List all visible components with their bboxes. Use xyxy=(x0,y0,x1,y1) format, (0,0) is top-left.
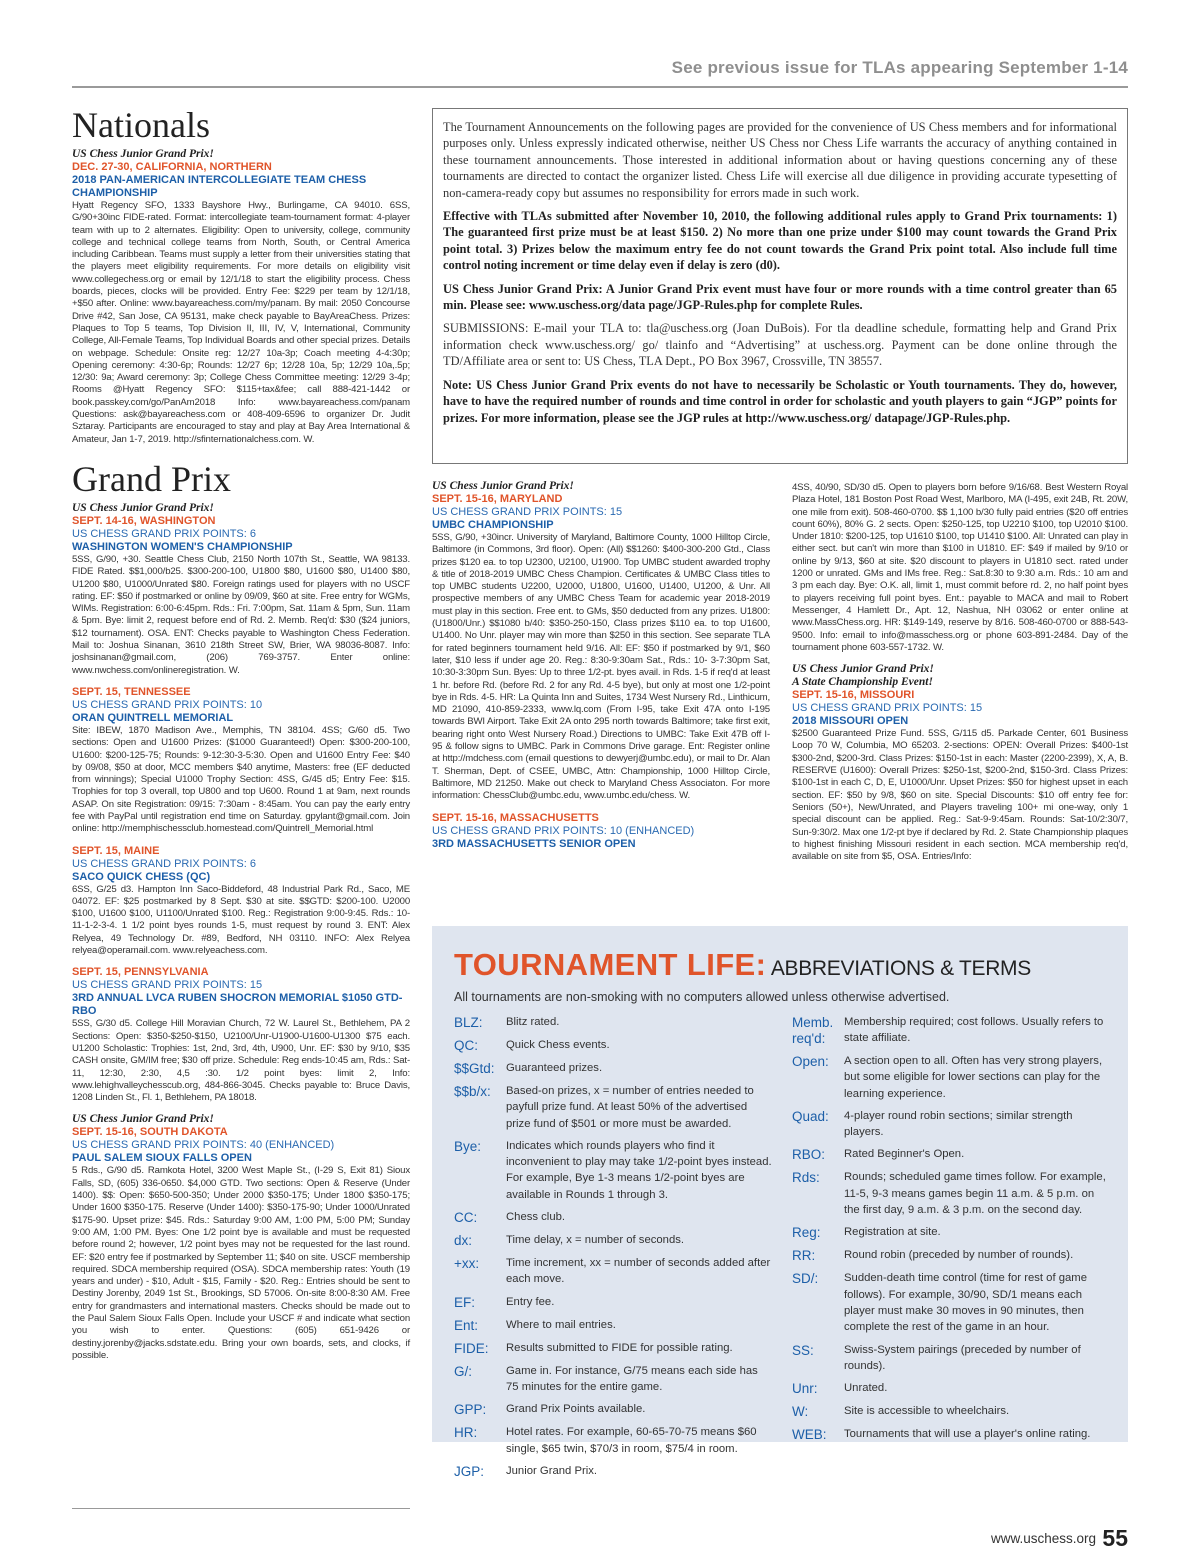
abbreviation-term xyxy=(792,1342,1110,1375)
abbreviation-code: $$Gtd: xyxy=(454,1061,495,1076)
abbreviation-definition: A section open to all. Often has very strong players, but some eligible for lower sections can play for the learning experience. xyxy=(844,1055,1103,1100)
abbreviation-term xyxy=(792,1403,1110,1420)
footer-url: www.uschess.org xyxy=(990,1531,1096,1546)
abbreviation-definition: Membership required; cost follows. Usually refers to state affiliate. xyxy=(844,1016,1104,1045)
abbreviation-definition: Rounds; scheduled game times follow. For example, 11-5, 9-3 means games begin 11 a.m. & 5 p.m. on the first day, 9 a.m. & 3 p.m. on the second day. xyxy=(844,1171,1106,1217)
abbreviation-definition: Blitz rated. xyxy=(506,1016,560,1028)
abbreviation-code: BLZ: xyxy=(454,1015,483,1030)
abbreviation-term xyxy=(454,1209,772,1226)
abbreviation-definition: Where to mail entries. xyxy=(506,1318,616,1331)
abbreviation-definition: Site is accessible to wheelchairs. xyxy=(844,1405,1010,1418)
abbreviation-column-left xyxy=(454,1014,772,1486)
entry-name: ORAN QUINTRELL MEMORIAL xyxy=(72,711,234,724)
abbreviation-code: Bye: xyxy=(454,1138,482,1154)
entry-date: SEPT. 15-16, MASSACHUSETTS xyxy=(432,811,599,824)
abbreviation-code: GPP: xyxy=(454,1402,487,1418)
entry-body: $2500 Guaranteed Prize Fund. 5SS, G/115 d5. Parkade Center, 601 Business Loop 70 W, Columbia, MO 65203. 2-sections: OPEN: Overall Prizes: $400-1st $300-2nd, $200-3rd. Class Prizes: $150-1st in each: Master (2200-2399), X, A, B. RESERVE (U1600): Overall Prizes: $250-1st, $200-2nd, $150-3rd. Class Prizes: $100-1st in each C, D, E, U1000/Unr. Upset Prizes: $50 for highest upset in each section. EF: $50 by 9/8, $60 on site. Special Discounts: $10 off entry fee for: Seniors (50+), New/Unrated, and Players traveling 100+ mi one-way, only 1 special discount can be applied. Reg.: Sat-9-9:45am. Rounds: Sat-10/2:30/7, Sun-9:30/2. Max one 1/2-pt bye if declared by Rd. 2. State Championship plaques to highest finishing Missouri resident in each section. MCA membership req'd, available on site from $5, OSA. Entries/Info: xyxy=(792,728,1128,863)
abbreviation-code: G/: xyxy=(454,1363,473,1379)
abbreviation-term xyxy=(792,1146,1110,1163)
tla-entry xyxy=(432,480,770,803)
abbreviation-definition: Junior Grand Prix. xyxy=(506,1464,598,1477)
tournament-life-title-main: TOURNAMENT LIFE: xyxy=(454,947,767,982)
abbreviation-code: RR: xyxy=(792,1248,816,1264)
entry-body: Hyatt Regency SFO, 1333 Bayshore Hwy., Burlingame, CA 94010. 6SS, G/90+30inc FIDE-rated. Format: intercollegiate team-tournament format: 4-player team with up to 2 alternates. Eligibility: Open to university, college, community college and technical college teams from North, South, or Central America including Caribbean. Teams must supply a letter from their universities stating that the players meet eligibility requirements. For more details on eligibility visit www.collegechess.org or email by 12/1/18 to start the eligibility process. Chess boards, pieces, clocks will be provided. Entry Fee: $229 per team by 12/1/18, +$50 after. Online: www.bayareachess.com/my/panam. By mail: 2050 Concourse Drive #42, San Jose, CA 95131, make check payable to BayAreaChess. Prizes: Plaques to Top 5 teams, Top Division II, III, IV, V, International, Community College, All-Female Teams, Top Individual Boards and other special prizes. Details on webpage. Schedule: Onsite reg: 12/27 10a-3p; Coach meeting 4-4:30p; Opening ceremony: 4:30-6p; Rounds: 12/27 6p; 12/28 10a, 5p; 12/29 10a,.5p; 12/30: 9a; Award ceremony: 3p; College Chess Committee meeting: 12/29 3-4p; Rooms @Hyatt Regency SFO: $115+tax&fee; call 888-421-1442 or book.passkey.com/go/PanAm2018 Info: www.bayareachess.com/panam Questions: ask@bayareachess.com or 408-409-6596 to organizer Dr. Judit Sztaray. Participants are encouraged to stay and play at Bay Area International & Amateur, Jan 1-7, 2019. http://sfinternationalchess.com. W. xyxy=(72,200,410,445)
entry-body: 5 Rds., G/90 d5. Ramkota Hotel, 3200 West Maple St., (I-29 S, Exit 81) Sioux Falls, SD, (605) 336-0650. $4,000 GTD. Two sections: Open & Reserve (Under 1400). $$: Open: $650-500-350; Under 2000 $350-175; Under 1800 $350-175; Under 1600 $350-175. Reserve (Under 1400): $350-175-90; Under 1000/Unrated $175-90. Upset prize: $45. Rds.: Saturday 9:00 AM, 1:00 PM, 5:00 PM; Sunday 9:00 AM, 1:00 PM. Byes: One 1/2 point bye is available and must be requested before round 2; however, 1/2 point byes may not be requested for the last round. EF: $20 entry fee if postmarked by September 11; $40 on site. USCF membership required. SDCA membership required (OSA). SDCA membership rates: Youth (19 years and under) - $10, Adult - $15, Family - $20. Reg.: Entries should be sent to Destiny Jorenby, 2049 1st St., Brookings, SD 57006. On-site 8:00-8:30 AM. Free entry for grandmasters and international masters. Checks should be made out to the Paul Salem Sioux Falls Open. Include your USCF # and indicate what section you wish to enter. Questions: (605) 651-9426 or destiny.jorenby@jacks.sdstate.edu. Bring your own boards, sets, and clocks, if possible. xyxy=(72,1165,410,1361)
middle-column xyxy=(432,480,770,860)
abbreviation-code: FIDE: xyxy=(454,1340,489,1356)
tla-entry xyxy=(792,663,1128,863)
abbreviation-code: SD/: xyxy=(792,1271,819,1287)
entry-date: SEPT. 15-16, SOUTH DAKOTA xyxy=(72,1126,228,1139)
entry-date: SEPT. 15, PENNSYLVANIA xyxy=(72,966,209,979)
entry-name: 3RD MASSACHUSETTS SENIOR OPEN xyxy=(432,837,636,850)
tournament-life-box xyxy=(432,926,1128,1479)
abbreviation-code: RBO: xyxy=(792,1147,826,1163)
abbreviation-code: Open: xyxy=(792,1054,829,1069)
jgp-label: US Chess Junior Grand Prix! xyxy=(792,663,934,676)
entry-name: PAUL SALEM SIOUX FALLS OPEN xyxy=(72,1152,252,1165)
tla-entry xyxy=(72,686,410,836)
jgp-label: US Chess Junior Grand Prix! xyxy=(72,148,214,160)
abbreviation-term xyxy=(454,1232,772,1249)
tournament-life-title xyxy=(454,948,1106,988)
entry-name: WASHINGTON WOMEN'S CHAMPIONSHIP xyxy=(72,540,293,553)
abbreviation-term xyxy=(792,1053,1110,1102)
entry-name: UMBC CHAMPIONSHIP xyxy=(432,519,554,531)
entry-gpp: US CHESS GRAND PRIX POINTS: 10 (ENHANCED) xyxy=(432,824,695,837)
abbreviation-code: W: xyxy=(792,1404,809,1420)
header-note: See previous issue for TLAs appearing September 1-14 xyxy=(671,58,1128,77)
abbreviation-code: Memb. req'd: xyxy=(792,1015,834,1046)
abbreviation-code: dx: xyxy=(454,1233,473,1249)
entry-gpp: US CHESS GRAND PRIX POINTS: 15 xyxy=(72,979,263,992)
abbreviation-term xyxy=(454,1138,772,1203)
abbreviation-code: $$b/x: xyxy=(454,1084,491,1099)
abbreviation-term xyxy=(454,1083,772,1132)
abbreviation-term xyxy=(454,1401,772,1418)
abbreviation-definition: Quick Chess events. xyxy=(506,1039,610,1051)
tla-entry xyxy=(72,502,410,677)
notice-disclaimer: The Tournament Announcements on the following pages are provided for the convenience of US Chess members and for informational purposes only. Unless expressly indicated otherwise, neither US Chess nor Chess Life warrants the accuracy of anything contained in these tournament announcements. Those interested in additional information about or having questions concerning any of these tournaments are directed to contact the organizer listed. Chess Life will exercise all due diligence in providing accurate typesetting of non-camera-ready copy but assumes no responsibility for errors made in such work. xyxy=(443,120,1117,200)
entry-name: SACO QUICK CHESS (QC) xyxy=(72,870,211,883)
abbreviation-term xyxy=(792,1247,1110,1264)
entry-date: SEPT. 15, MAINE xyxy=(72,844,160,857)
entry-name: 3RD ANNUAL LVCA RUBEN SHOCRON MEMORIAL $1050 GTD-RBO xyxy=(72,992,403,1018)
abbreviation-term xyxy=(792,1169,1110,1218)
abbreviation-term xyxy=(454,1037,772,1054)
abbreviation-code: Unr: xyxy=(792,1381,818,1397)
header-rule xyxy=(72,86,1128,88)
jgp-label: US Chess Junior Grand Prix! xyxy=(432,480,574,492)
abbreviation-code: HR: xyxy=(454,1425,478,1441)
abbreviation-term xyxy=(454,1340,772,1357)
abbreviation-code: SS: xyxy=(792,1342,814,1358)
abbreviation-definition: 4-player round robin sections; similar strength players. xyxy=(844,1109,1073,1139)
column-end-rule xyxy=(72,1508,410,1509)
abbreviation-term xyxy=(792,1380,1110,1397)
right-column xyxy=(792,482,1128,872)
abbreviation-term xyxy=(792,1224,1110,1241)
entry-name: 2018 PAN-AMERICAN INTERCOLLEGIATE TEAM CHESS CHAMPIONSHIP xyxy=(72,174,367,199)
entry-date: SEPT. 15, TENNESSEE xyxy=(72,685,191,698)
abbreviation-definition: Tournaments that will use a player's online rating. xyxy=(844,1428,1091,1441)
abbreviation-term xyxy=(792,1270,1110,1335)
abbreviation-term xyxy=(454,1317,772,1334)
abbreviation-code: Rds: xyxy=(792,1170,820,1186)
entry-body: 5SS, G/90, +30incr. University of Maryland, Baltimore County, 1000 Hilltop Circle, Baltimore (in Commons, 3rd floor). Open: (All) $$1260: $400-300-200 Gtd., Class prizes $120 ea. to top U2300, U2100, U1900. Top UMBC student awarded trophy & title of 2018-2019 UMBC Chess Champion. Certificates & UMBC Class titles to top UMBC students U2200, U2000, U1800, U1600, U1400, U1200, & Unr. All prospective members of any UMBC Chess Team for academic year 2018-2019 must play in this section. Free ent. to GMs, $50 deducted from any prizes. U1800: (U1800/Unr.) $$1080 b/40: $350-250-150, Class prizes $110 ea. to top U1600, U1400. No Unr. player may win more than $250 in this section. See separate TLA for rated beginners tournament held 9/16. All: EF: $50 if postmarked by 9/1, $60 later, $10 less if under age 20. Reg.: 8:30-9:30am Sat., Rds.: 10- 3-7:30pm Sat, 10:30-3:30pm Sun. Byes: Up to three 1/2-pt. byes avail. in Rds. 1-5 if req'd at least 1 hr. before Rd. (before Rd. 2 for any Rd. 4-5 bye), but only at most one 1/2-point bye in Rds. 4-5. HR: La Quinta Inn and Suites, 1734 West Nursery Rd., Linthicum, MD 21090, 410-859-2333, www.lq.com (From I-95, take Exit 47A onto I-195 towards BWI Airport. Take Exit 2A onto 295 north towards Baltimore; take first exit, bearing right onto West Nursery Road.) Directions to UMBC: Take Exit 47B off I- 95 & follow signs to UMBC. Park in Commons Drive garage. Ent: Register online at http://mdchess.com (email questions to dewyerj@umbc.edu), or mail to Dr. Alan T. Sherman, Dept. of CSEE, UMBC, Attn: Championship, 1000 Hilltop Circle, Baltimore, MD 21250. Make out check to Maryland Chess Associaton. For more information: ChessClub@umbc.edu, www.umbc.edu/chess. W. xyxy=(432,532,770,802)
entry-gpp: US CHESS GRAND PRIX POINTS: 10 xyxy=(72,698,263,711)
left-column xyxy=(72,106,410,1371)
abbreviation-term xyxy=(454,1424,772,1457)
abbreviation-term xyxy=(792,1014,1110,1047)
state-championship-label: A State Championship Event! xyxy=(792,676,933,689)
tla-entry xyxy=(432,812,770,851)
abbreviation-column-right xyxy=(792,1014,1110,1449)
abbreviation-code: Quad: xyxy=(792,1108,829,1124)
abbreviation-code: WEB: xyxy=(792,1427,827,1443)
abbreviation-term xyxy=(792,1108,1110,1141)
abbreviation-definition: Grand Prix Points available. xyxy=(506,1403,646,1416)
abbreviation-code: Reg: xyxy=(792,1225,821,1241)
abbreviation-code: QC: xyxy=(454,1038,479,1053)
tla-entry xyxy=(72,1113,410,1362)
abbreviation-term xyxy=(454,1363,772,1396)
jgp-label: US Chess Junior Grand Prix! xyxy=(72,1113,214,1126)
abbreviation-definition: Unrated. xyxy=(844,1382,888,1395)
abbreviation-definition: Time increment, xx = number of seconds added after each move. xyxy=(506,1257,771,1286)
entry-gpp: US CHESS GRAND PRIX POINTS: 40 (ENHANCED) xyxy=(72,1139,335,1152)
entry-gpp: US CHESS GRAND PRIX POINTS: 15 xyxy=(792,702,983,715)
abbreviation-code: EF: xyxy=(454,1294,476,1310)
tla-entry xyxy=(72,845,410,958)
nationals-title: Nationals xyxy=(72,105,210,145)
entry-body: Site: IBEW, 1870 Madison Ave., Memphis, TN 38104. 4SS; G/60 d5. Two sections: Open and U1600 Prizes: ($1000 Guaranteed!) Open: $300-200-100, U1600: $200-125-75; Rounds: 9-12:30-3-5:30. Open and U1600 Entry Fee: $40 by 09/08, $50 at door, MCC members $40 anytime, Masters: free (EF deducted from winnings); Special U1000 Trophy Section: 4SS, G/45 d5; Entry Fee: $15. Trophies for top 3 overall, top U800 and top U600. Round 1 at 9am, next rounds ASAP. On site Registration: 09/15: 7:30am - 8:45am. You can pay the early entry fee with PayPal until registration end time on Saturday. gpylant@gmail.com. Join online: http://memphischessclub.homestead.com/Quintrell_Memorial.html xyxy=(72,724,410,835)
tournament-life-title-rest: ABBREVIATIONS & TERMS xyxy=(770,957,1031,980)
page-number: 55 xyxy=(1102,1525,1128,1551)
abbreviation-code: +xx: xyxy=(454,1256,480,1272)
jgp-label: US Chess Junior Grand Prix! xyxy=(72,501,214,514)
abbreviation-definition: Registration at site. xyxy=(844,1226,941,1239)
entry-gpp: US CHESS GRAND PRIX POINTS: 15 xyxy=(432,506,623,518)
abbreviation-definition: Results submitted to FIDE for possible rating. xyxy=(506,1341,733,1354)
abbreviation-definition: Hotel rates. For example, 60-65-70-75 means $60 single, $65 twin, $70/3 in room, $75/4 in room. xyxy=(506,1426,757,1455)
entry-name: 2018 MISSOURI OPEN xyxy=(792,715,909,728)
notice-jgp-rules: US Chess Junior Grand Prix: A Junior Grand Prix event must have four or more rounds with a time control greater than 65 min. Please see: www.uschess.org/data page/JGP-Rules.php for complete Rules. xyxy=(443,281,1117,313)
notice-submissions: SUBMISSIONS: E-mail your TLA to: tla@uschess.org (Joan DuBois). For tla deadline schedule, formatting help and Grand Prix information check www.uschess.org/ go/ tlainfo and “Advertising” at uschess.org. Payment can be done online through the TD/Affiliate area or sent to: US Chess, TLA Dept., PO Box 3967, Crossville, TN 38557. xyxy=(443,321,1117,369)
abbreviation-definition: Time delay, x = number of seconds. xyxy=(506,1234,685,1247)
grandprix-title: Grand Prix xyxy=(72,458,231,499)
notice-jgp-note: Note: US Chess Junior Grand Prix events do not have to necessarily be Scholastic or Youth tournaments. They do, however, have to have the required number of rounds and time control in order for scholastic and youth players to gain “JGP” points for prizes. For more information, please see the JGP rules at http://www.uschess.org/ datapage/JGP-Rules.php. xyxy=(443,377,1117,425)
notice-grandprix-rules: Effective with TLAs submitted after November 10, 2010, the following additional rules apply to Grand Prix tournaments: 1) The guaranteed first prize must be at least $150. 2) No more than one prize under $100 may count towards the Grand Prix point total. 3) Prizes below the maximum entry fee do not count towards the Grand Prix point total. Also include full time control noting increment or time delay even if delay is zero (d0). xyxy=(443,209,1117,273)
entry-date: SEPT. 15-16, MARYLAND xyxy=(432,493,563,505)
entry-body: 5SS, G/90, +30. Seattle Chess Club, 2150 North 107th St., Seattle, WA 98133. FIDE Rated. $$1,000/b25. $300-200-100, U1800 $80, U1600 $80, U1400 $80, U1200 $80, U1000/Unrated $80. Foreign ratings used for players with no USCF rating. EF: $50 if postmarked or online by 09/09, $60 at site. Free entry for WGMs, WIMs. Registration: 6:00-6:45pm. Rds.: Fri. 7:00pm, Sat. 11am & 5pm, Sun. 11am & 5pm. Bye: limit 2, request before end of Rd. 2. Memb. Req'd: $30 ($24 juniors, $12 tournament). OSA. ENT: Checks payable to Washington Chess Federation. Mail to: Joshua Sinanan, 3610 218th Street SW, Brier, WA 98036-8087. Info: joshsinanan@gmail.com, (206) 769-3757. Enter online: www.nwchess.com/onlineregistration. W. xyxy=(72,553,410,676)
abbreviation-definition: Guaranteed prizes. xyxy=(506,1062,603,1074)
abbreviation-definition: Round robin (preceded by number of rounds). xyxy=(844,1249,1074,1262)
abbreviation-definition: Sudden-death time control (time for rest of game follows). For example, 30/90, SD/1 means each player must make 30 moves in 90 minutes, then complete the rest of the game in an hour. xyxy=(844,1272,1087,1334)
abbreviation-term xyxy=(792,1426,1110,1443)
entry-body: 6SS, G/25 d3. Hampton Inn Saco-Biddeford, 48 Industrial Park Rd., Saco, ME 04072. EF: $25 postmarked by 8 Sept. $30 at site. $$GTD: $200-100. U2000 $100, U1600 $100, U1100/Unrated $100. Reg.: Registration 9:00-9:45. Rds.: 10-11-1-2-3-4. 1 1/2 point byes rounds 1-5, must request by round 3. ENT: Alex Relyea, 49 Technology Dr. #89, Bedford, NH 03110. INFO: Alex Relyea relyea@operamail.com. www.relyeachess.com. xyxy=(72,883,410,957)
abbreviation-definition: Entry fee. xyxy=(506,1295,555,1308)
abbreviation-term xyxy=(454,1060,772,1077)
abbreviation-definition: Game in. For instance, G/75 means each side has 75 minutes for the entire game. xyxy=(506,1364,758,1393)
tla-entry xyxy=(72,148,410,446)
entry-date: SEPT. 14-16, WASHINGTON xyxy=(72,514,216,527)
entry-body-continued: 4SS, 40/90, SD/30 d5. Open to players born before 9/16/68. Best Western Royal Plaza Hotel, 181 Boston Post Road West, Marlboro, MA (I-495, exit 24B, Rt. 20W, one mile from exit). 508-460-0700. $$ 1,100 b/30 fully paid entries ($20 off entries count 60%), 80% G. 2 sects. Open: $250-125, top U2210 $100, top U2010 $100. Under 1810: $200-125, top U1610 $100, top U1410 $100. All: Unrated can play in either sect. but can't win more than $100 in U1810. EF: $49 if mailed by 9/10 or online by 9/13, $60 at site. $20 discount to players in U1810 sect. rated under 1200 or unrated. GMs and IMs free. Reg.: Sat.8:30 to 9:30 a.m. Rds.: 10 am and 3 pm each day. Bye: O.K. all, limit 1, must commit before rd. 2, no half point byes to players receiving full point byes. Ent.: payable to MACA and mail to Robert Messenger, 4 Hamlett Dr., Apt. 12, Nashua, NH 03062 or enter online at www.MassChess.org. HR: $149-149, reserve by 8/16. 508-460-0700 or 888-543-9500. Info: email to info@masschess.org or phone 603-891-2484. Day of the tournament phone 603-557-1732. W. xyxy=(792,482,1128,653)
abbreviation-definition: Indicates which rounds players who find it inconvenient to play may take 1/2-point byes instead. For example, Bye 1-3 means 1/2-point byes are available in Rounds 1 through 3. xyxy=(506,1139,772,1201)
entry-date: SEPT. 15-16, MISSOURI xyxy=(792,689,915,702)
entry-gpp: US CHESS GRAND PRIX POINTS: 6 xyxy=(72,857,256,870)
abbreviation-code: Ent: xyxy=(454,1317,479,1333)
abbreviation-definition: Chess club. xyxy=(506,1211,566,1224)
tla-entry xyxy=(72,966,410,1104)
tournament-life-subtitle: All tournaments are non-smoking with no computers allowed unless otherwise advertised. xyxy=(454,990,950,1004)
abbreviation-definition: Rated Beginner's Open. xyxy=(844,1148,965,1161)
abbreviation-code: CC: xyxy=(454,1210,478,1226)
abbreviation-term xyxy=(454,1255,772,1288)
notice-box xyxy=(432,108,1128,464)
abbreviation-code: JGP: xyxy=(454,1463,485,1479)
abbreviation-definition: Based-on prizes, x = number of entries needed to payfull prize fund. At least 50% of the advertised prize fund of $501 or more must be awarded. xyxy=(506,1085,754,1130)
abbreviation-definition: Swiss-System pairings (preceded by number of rounds). xyxy=(844,1343,1081,1372)
entry-gpp: US CHESS GRAND PRIX POINTS: 6 xyxy=(72,527,256,540)
abbreviation-term xyxy=(454,1014,772,1031)
abbreviation-term xyxy=(454,1294,772,1311)
abbreviation-term xyxy=(454,1463,772,1480)
entry-body: 5SS, G/30 d5. College Hill Moravian Church, 72 W. Laurel St., Bethlehem, PA 2 Sections: Open: $350-$250-$150, U2100/Unr-U1900-U1600-U1300 $75 each. U1200 Scholastic: Trophies: 1st, 2nd, 3rd, 4th, U900, Unr. EF: $30 by 9/10, $35 CASH onsite, GM/IM free; $30 off prize. Schedule: Reg ends-10:45 am, Rds.: Sat-11, 12:30, 2:30, 4,5 :30. 1/2 point byes: limit 2, Info: www.lehighvalleychesscub.org, 484-866-3045. Checks payable to: Bruce Davis, 1208 Linden St., Fl. 1, Bethlehem, PA 18018. xyxy=(72,1018,410,1104)
entry-date: DEC. 27-30, CALIFORNIA, NORTHERN xyxy=(72,161,272,173)
